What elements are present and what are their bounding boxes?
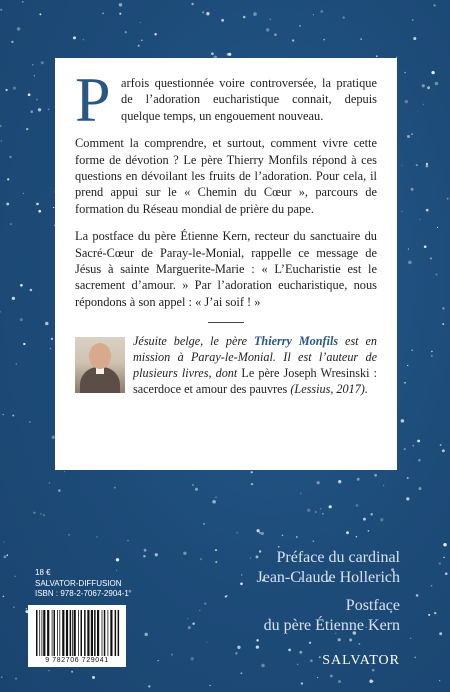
postface-line-1: Postface [345, 597, 400, 614]
credits [200, 548, 400, 644]
postface-line-2: du père Étienne Kern [263, 617, 400, 634]
drop-cap: P [75, 64, 111, 135]
summary-paragraph-3: La postface du père Étienne Kern, recteur du sanctuaire du Sacré-Cœur de Paray-le-Monial, rappelle ce message de Jésus à sainte Marguerite-Marie : « L’Eucharistie est le sacrement d’amour. » Par l’adoration eucharistique, nous répondons à son appel : « J’ai soif ! » [75, 229, 377, 309]
summary-panel [55, 58, 397, 470]
author-bio [75, 333, 377, 397]
price: 18 € [35, 568, 51, 577]
summary-paragraph-2: Comment la comprendre, et surtout, comment vivre cette forme de dévotion ? Le père Thierry Monfils répond à ces questions en dévoilant les fruits de l’adoration. Pour cela, il prend appui sur le « Chemin du Cœur », parcours de formation du Réseau mondial de prière du pape. [75, 136, 377, 216]
author-name: Thierry Monfils [253, 334, 339, 349]
distributor: SALVATOR-DIFFUSION [35, 578, 122, 588]
preface-line-2: Jean-Claude Hollerich [256, 569, 400, 586]
barcode [28, 605, 126, 667]
barcode-number: 9 782706 729041 [45, 657, 109, 664]
author-photo [75, 337, 125, 393]
preface-credit [200, 548, 400, 588]
bio-text-2: est en mission à Paray-le-Monial. Il est l’auteur de plusieurs livres, dont [133, 334, 377, 381]
divider [208, 322, 244, 323]
intro-paragraph [75, 64, 377, 135]
preface-line-1: Préface du cardinal [276, 549, 400, 566]
barcode-bars [34, 610, 120, 656]
price-block [35, 568, 129, 600]
isbn: ISBN : 978-2-7067-2904-1 [35, 589, 129, 598]
intro-text: arfois questionnée voire controversée, la pratique de l’adoration eucharistique connait, depuis quelque temps, un engouement nouveau. [121, 76, 377, 123]
bio-text-3: (Lessius, 2017). [287, 382, 368, 397]
bio-book-title: Le père Joseph Wresinski : sacerdoce et amour des pauvres [133, 366, 377, 397]
postface-credit [200, 596, 400, 636]
publisher-logo: SALVATOR [322, 653, 400, 668]
bio-text-1: Jésuite belge, le père [133, 334, 254, 349]
